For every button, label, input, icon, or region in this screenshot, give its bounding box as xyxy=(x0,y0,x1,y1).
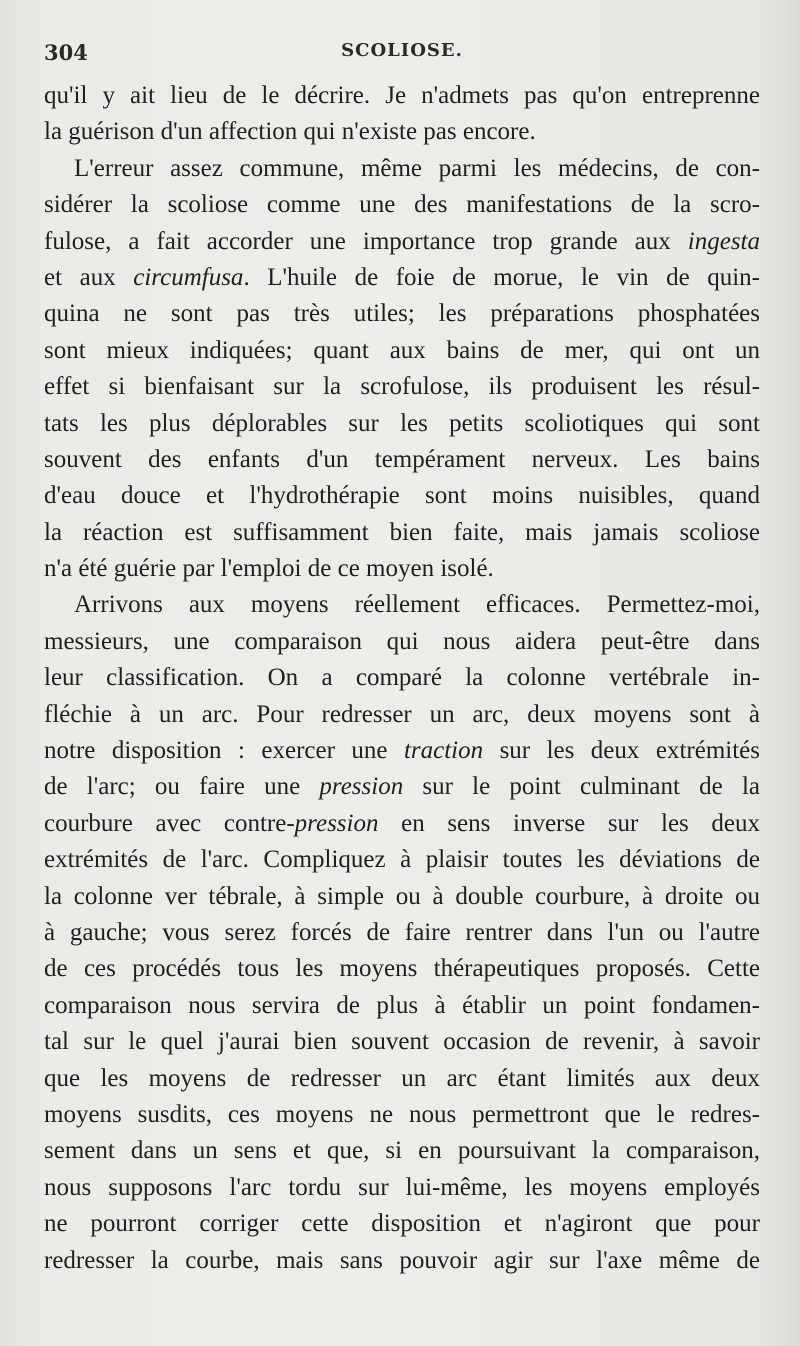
text-line: sidérer la scoliose comme une des manifestations de la scro- xyxy=(44,191,760,219)
text-line: sont mieux indiquées; quant aux bains de mer, qui ont un xyxy=(44,336,760,364)
text-line: quina ne sont pas très utiles; les préparations phosphatées xyxy=(44,300,760,328)
text-line: comparaison nous servira de plus à établir un point fondamen- xyxy=(44,991,760,1019)
text-line: n'a été guérie par l'emploi de ce moyen isolé. xyxy=(44,555,494,583)
text-line: qu'il y ait lieu de le décrire. Je n'admets pas qu'on entreprenne xyxy=(44,82,760,109)
text-line: redresser la courbe, mais sans pouvoir agir sur l'axe même de xyxy=(44,1246,760,1274)
text-line: fléchie à un arc. Pour redresser un arc, deux moyens sont à xyxy=(44,700,760,728)
text-line: et aux circumfusa. L'huile de foie de morue, le vin de quin- xyxy=(44,263,760,291)
text-line: que les moyens de redresser un arc étant limités aux deux xyxy=(44,1064,760,1092)
text-line: sement dans un sens et que, si en poursuivant la comparaison, xyxy=(44,1137,760,1165)
page-header xyxy=(44,40,760,76)
text-line: leur classification. On a comparé la colonne vertébrale in- xyxy=(44,664,760,692)
text-line: la colonne ver tébrale, à simple ou à double courbure, à droite ou xyxy=(44,882,760,910)
text-line: tats les plus déplorables sur les petits scoliotiques qui sont xyxy=(44,409,760,437)
text-line: effet si bienfaisant sur la scrofulose, ils produisent les résul- xyxy=(44,373,760,401)
text-line: moyens susdits, ces moyens ne nous permettront que le redres- xyxy=(44,1100,760,1128)
text-line: de ces procédés tous les moyens thérapeutiques proposés. Cette xyxy=(44,955,760,983)
text-line: la guérison d'un affection qui n'existe pas encore. xyxy=(44,118,536,146)
text-line: L'erreur assez commune, même parmi les médecins, de con- xyxy=(74,154,760,182)
text-line: notre disposition : exercer une traction sur les deux extrémités xyxy=(44,737,760,765)
text-line: souvent des enfants d'un tempérament nerveux. Les bains xyxy=(44,445,760,473)
text-line: nous supposons l'arc tordu sur lui-même, les moyens employés xyxy=(44,1173,760,1201)
text-line: fulose, a fait accorder une importance trop grande aux ingesta xyxy=(44,227,760,255)
text-line: Arrivons aux moyens réellement efficaces. Permettez-moi, xyxy=(74,591,760,619)
text-line: de l'arc; ou faire une pression sur le point culminant de la xyxy=(44,773,760,801)
text-line: à gauche; vous serez forcés de faire rentrer dans l'un ou l'autre xyxy=(44,918,760,946)
text-line: messieurs, une comparaison qui nous aidera peut-être dans xyxy=(44,627,760,655)
text-line: extrémités de l'arc. Compliquez à plaisir toutes les déviations de xyxy=(44,846,760,874)
text-line: la réaction est suffisamment bien faite, mais jamais scoliose xyxy=(44,518,760,546)
text-line: tal sur le quel j'aurai bien souvent occasion de revenir, à savoir xyxy=(44,1028,760,1056)
text-line: ne pourront corriger cette disposition et n'agiront que pour xyxy=(44,1210,760,1238)
text-line: courbure avec contre-pression en sens inverse sur les deux xyxy=(44,809,760,837)
text-line: d'eau douce et l'hydrothérapie sont moins nuisibles, quand xyxy=(44,482,760,510)
running-head: SCOLIOSE. xyxy=(341,40,463,61)
body-text xyxy=(44,78,760,1279)
page-number: 304 xyxy=(44,40,88,65)
